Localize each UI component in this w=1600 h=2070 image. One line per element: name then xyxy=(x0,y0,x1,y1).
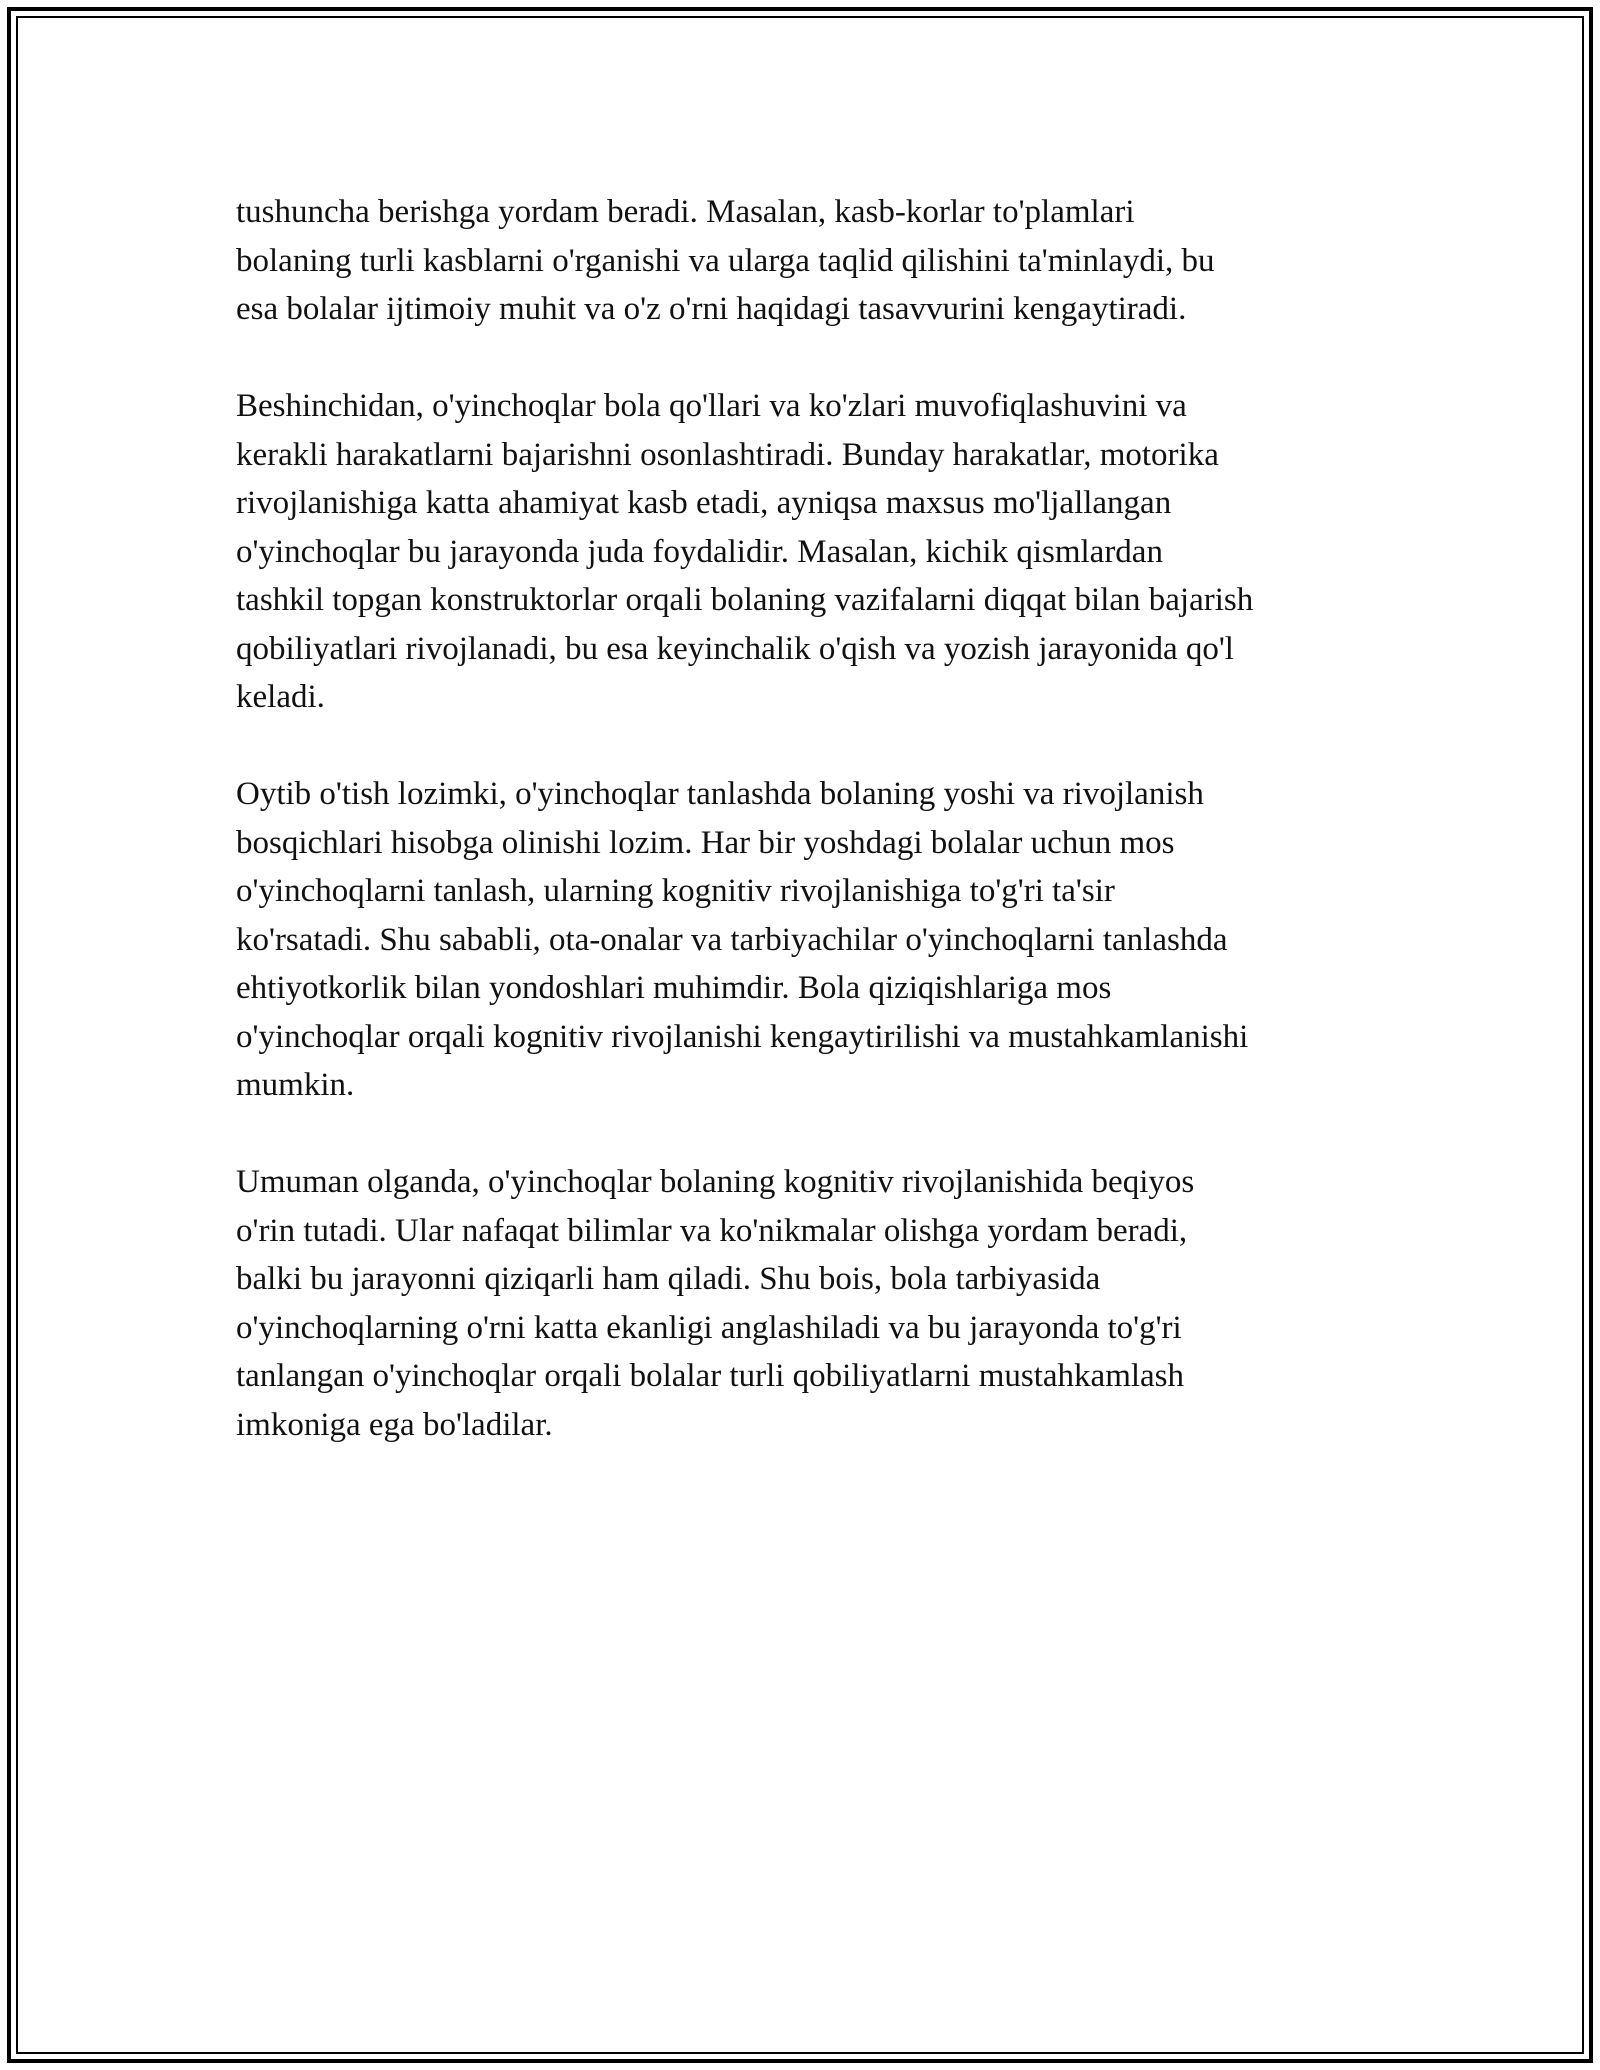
text-line: o'yinchoqlar orqali kognitiv rivojlanishi kengaytirilishi va mustahkamlanishi xyxy=(236,1018,1249,1055)
paragraph-4 xyxy=(236,1158,1376,1449)
paragraph-3 xyxy=(236,770,1376,1110)
text-line: o'yinchoqlar bu jarayonda juda foydalidir. Masalan, kichik qismlardan xyxy=(236,533,1163,570)
paragraph-1 xyxy=(236,188,1376,334)
text-line: mumkin. xyxy=(236,1067,355,1103)
text-line: esa bolalar ijtimoiy muhit va o'z o'rni haqidagi tasavvurini kengaytiradi. xyxy=(236,291,1187,327)
paragraph-2 xyxy=(236,382,1376,722)
text-line: Beshinchidan, o'yinchoqlar bola qo'llari va ko'zlari muvofiqlashuvini va xyxy=(236,388,1187,424)
text-line: tushuncha berishga yordam beradi. Masalan, kasb-korlar to'plamlari xyxy=(236,194,1135,230)
document-body xyxy=(236,188,1376,1498)
text-line: tashkil topgan konstruktorlar orqali bolaning vazifalarni diqqat bilan bajarish xyxy=(236,582,1254,618)
text-line: ehtiyotkorlik bilan yondoshlari muhimdir. Bola qiziqishlariga mos xyxy=(236,970,1112,1006)
text-line: bosqichlari hisobga olinishi lozim. Har bir yoshdagi bolalar uchun mos xyxy=(236,824,1175,861)
text-line: o'rin tutadi. Ular nafaqat bilimlar va ko'nikmalar olishga yordam beradi, xyxy=(236,1212,1188,1249)
text-line: tanlangan o'yinchoqlar orqali bolalar turli qobiliyatlarni mustahkamlash xyxy=(236,1358,1185,1394)
text-line: o'yinchoqlarning o'rni katta ekanligi anglashiladi va bu jarayonda to'g'ri xyxy=(236,1309,1182,1346)
text-line: Umuman olganda, o'yinchoqlar bolaning kognitiv rivojlanishida beqiyos xyxy=(236,1164,1195,1200)
text-line: balki bu jarayonni qiziqarli ham qiladi. Shu bois, bola tarbiyasida xyxy=(236,1261,1101,1297)
text-line: ko'rsatadi. Shu sababli, ota-onalar va tarbiyachilar o'yinchoqlarni tanlashda xyxy=(236,921,1228,958)
text-line: Oytib o'tish lozimki, o'yinchoqlar tanlashda bolaning yoshi va rivojlanish xyxy=(236,776,1204,812)
text-line: o'yinchoqlarni tanlash, ularning kognitiv rivojlanishiga to'g'ri ta'sir xyxy=(236,873,1115,909)
text-line: rivojlanishiga katta ahamiyat kasb etadi, ayniqsa maxsus mo'ljallangan xyxy=(236,485,1172,521)
text-line: keladi. xyxy=(236,679,325,715)
text-line: imkoniga ega bo'ladilar. xyxy=(236,1406,553,1443)
text-line: bolaning turli kasblarni o'rganishi va ularga taqlid qilishini ta'minlaydi, bu xyxy=(236,242,1215,279)
text-line: qobiliyatlari rivojlanadi, bu esa keyinchalik o'qish va yozish jarayonida qo'l xyxy=(236,630,1234,667)
text-line: kerakli harakatlarni bajarishni osonlashtiradi. Bunday harakatlar, motorika xyxy=(236,436,1219,473)
